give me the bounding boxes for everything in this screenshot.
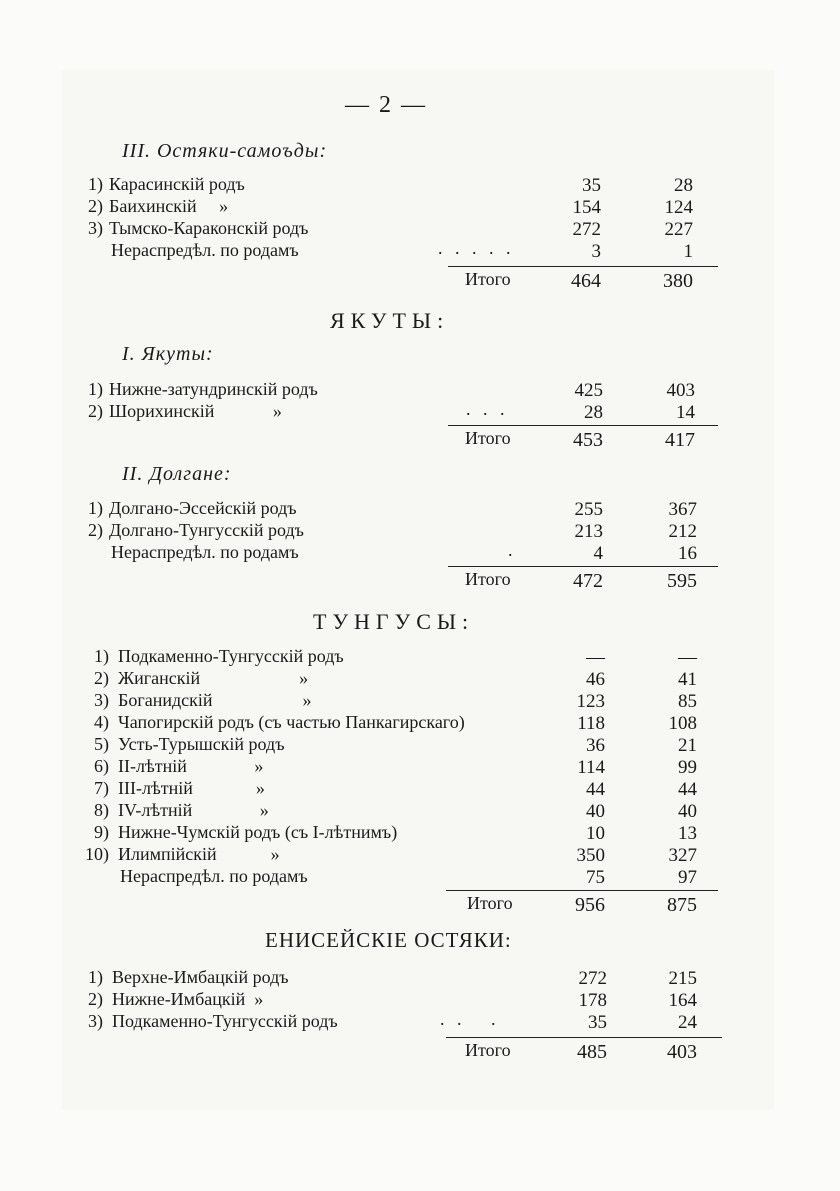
row-value-2: 124 (664, 197, 693, 218)
row-index: 1) (88, 174, 103, 194)
row-name: Долгано-Эссейскій родъ (109, 498, 297, 518)
row-value-1: 350 (576, 845, 605, 866)
total-value-2: 595 (667, 570, 697, 592)
section-heading-yakuty: I. Якуты: (122, 343, 214, 365)
row-index: 4) (94, 712, 109, 732)
row-value-2: 212 (668, 521, 697, 542)
row-name: Чапогирскій родъ (съ частью Панкагирскаго) (118, 712, 465, 732)
row-name: Илимпійскій » (118, 844, 280, 864)
row-index: 2) (88, 401, 103, 421)
row-value-2: 16 (678, 543, 697, 564)
total-value-1: 956 (575, 894, 605, 916)
row-index: 1) (94, 646, 109, 666)
row-value-2: 164 (668, 990, 697, 1011)
total-label: Итого (465, 269, 511, 289)
row-value-2: 40 (678, 801, 697, 822)
row-value-1: 40 (586, 801, 605, 822)
row-index: 3) (88, 1011, 103, 1031)
total-value-2: 380 (663, 270, 693, 292)
row-name: Долгано-Тунгусскій родъ (109, 520, 304, 540)
row-value-1: 114 (577, 757, 605, 778)
row-value-2: 403 (666, 380, 695, 401)
row-index: 6) (94, 756, 109, 776)
row-name: Тымско-Караконскій родъ (109, 218, 309, 238)
row-value-1: 178 (578, 990, 607, 1011)
row-value-2: 108 (668, 713, 697, 734)
row-value-1: 75 (586, 867, 605, 888)
row-value-2: 41 (678, 669, 697, 690)
row-name: Баихинскій » (109, 196, 229, 216)
row-value-2: 21 (678, 735, 697, 756)
row-value-2: 24 (678, 1012, 697, 1033)
total-label: Итого (465, 1040, 511, 1060)
row-value-1: 154 (572, 197, 601, 218)
section-title-yakuty: ЯКУТЫ: (330, 308, 450, 333)
row-value-1: 272 (572, 219, 601, 240)
row-value-2: 227 (664, 219, 693, 240)
row-value-1: 10 (586, 823, 605, 844)
row-value-2: 13 (678, 823, 697, 844)
row-name: Усть-Турышскій родъ (118, 734, 285, 754)
total-divider (448, 566, 718, 567)
total-value-1: 453 (573, 429, 603, 451)
row-value-2: 99 (678, 757, 697, 778)
row-value-2: 367 (668, 499, 697, 520)
page-number: — 2 — (345, 92, 427, 118)
total-value-1: 464 (571, 270, 601, 292)
row-dots: . . . (466, 399, 509, 419)
total-label: Итого (467, 893, 513, 913)
row-index: 1) (88, 967, 103, 987)
row-value-1: — (586, 647, 605, 668)
row-value-1: 213 (574, 521, 603, 542)
total-divider (448, 266, 718, 267)
row-value-1: 255 (574, 499, 603, 520)
row-index: 8) (94, 800, 109, 820)
row-value-2: 327 (668, 845, 697, 866)
total-value-2: 403 (667, 1041, 697, 1063)
row-value-1: 123 (576, 691, 605, 712)
total-value-1: 485 (577, 1041, 607, 1063)
row-value-2: 97 (678, 867, 697, 888)
total-value-2: 417 (665, 429, 695, 451)
row-value-2: 44 (678, 779, 697, 800)
row-index: 3) (88, 218, 103, 238)
row-index: 9) (94, 822, 109, 842)
row-name: Нижне-Имбацкій » (112, 989, 264, 1009)
row-value-2: 85 (678, 691, 697, 712)
row-value-1: 272 (578, 968, 607, 989)
row-name: Нижне-затундринскій родъ (109, 379, 318, 399)
section-title-tungusy: ТУНГУСЫ: (313, 609, 475, 634)
row-index: 1) (88, 379, 103, 399)
row-index: 3) (94, 690, 109, 710)
section-heading-dolgane: II. Долгане: (122, 463, 232, 485)
row-name: Подкаменно-Тунгусскій родъ (118, 646, 344, 666)
row-name: Карасинскій родъ (109, 174, 245, 194)
row-name: Нераспредѣл. по родамъ (111, 542, 299, 562)
section-heading-ostyaki-samoyedy: III. Остяки-самоъды: (122, 140, 328, 162)
total-divider (446, 890, 718, 891)
row-name: III-лѣтній » (118, 778, 265, 798)
total-label: Итого (465, 428, 511, 448)
row-value-1: 4 (593, 543, 603, 564)
row-index: 2) (88, 989, 103, 1009)
row-value-1: 46 (586, 669, 605, 690)
row-value-1: 36 (586, 735, 605, 756)
total-divider (448, 425, 718, 426)
row-name: IV-лѣтній » (118, 800, 269, 820)
total-value-2: 875 (667, 894, 697, 916)
row-value-1: 35 (588, 1012, 607, 1033)
row-dots: . . . (440, 1009, 500, 1029)
row-index: 2) (94, 668, 109, 688)
row-value-1: 3 (591, 241, 601, 262)
row-name: Жиганскій » (118, 668, 309, 688)
row-name: Верхне-Имбацкій родъ (112, 967, 289, 987)
row-name: II-лѣтній » (118, 756, 264, 776)
row-value-1: 44 (586, 779, 605, 800)
row-index: 10) (85, 844, 109, 864)
row-index: 5) (94, 734, 109, 754)
row-index: 2) (88, 196, 103, 216)
row-value-2: 28 (674, 175, 693, 196)
row-name: Нераспредѣл. по родамъ (111, 240, 299, 260)
total-label: Итого (465, 569, 511, 589)
row-value-1: 425 (574, 380, 603, 401)
row-value-2: 215 (668, 968, 697, 989)
row-name: Нераспредѣл. по родамъ (120, 866, 308, 886)
row-dots: . (508, 540, 517, 560)
row-name: Нижне-Чумскій родъ (съ I-лѣтнимъ) (118, 822, 398, 842)
row-value-1: 35 (582, 175, 601, 196)
total-divider (446, 1037, 722, 1038)
row-value-2: — (678, 647, 697, 668)
row-name: Боганидскій » (118, 690, 312, 710)
row-dots: . . . . . (438, 238, 515, 258)
section-title-eniseiskie-ostyaki: ЕНИСЕЙСКІЕ ОСТЯКИ: (265, 928, 512, 952)
row-value-2: 1 (683, 241, 693, 262)
total-value-1: 472 (573, 570, 603, 592)
row-name: Подкаменно-Тунгусскій родъ (112, 1011, 338, 1031)
row-name: Шорихинскій » (109, 401, 282, 421)
row-index: 1) (88, 498, 103, 518)
row-index: 7) (94, 778, 109, 798)
row-value-1: 28 (584, 402, 603, 423)
row-index: 2) (88, 520, 103, 540)
row-value-2: 14 (676, 402, 695, 423)
row-value-1: 118 (577, 713, 605, 734)
